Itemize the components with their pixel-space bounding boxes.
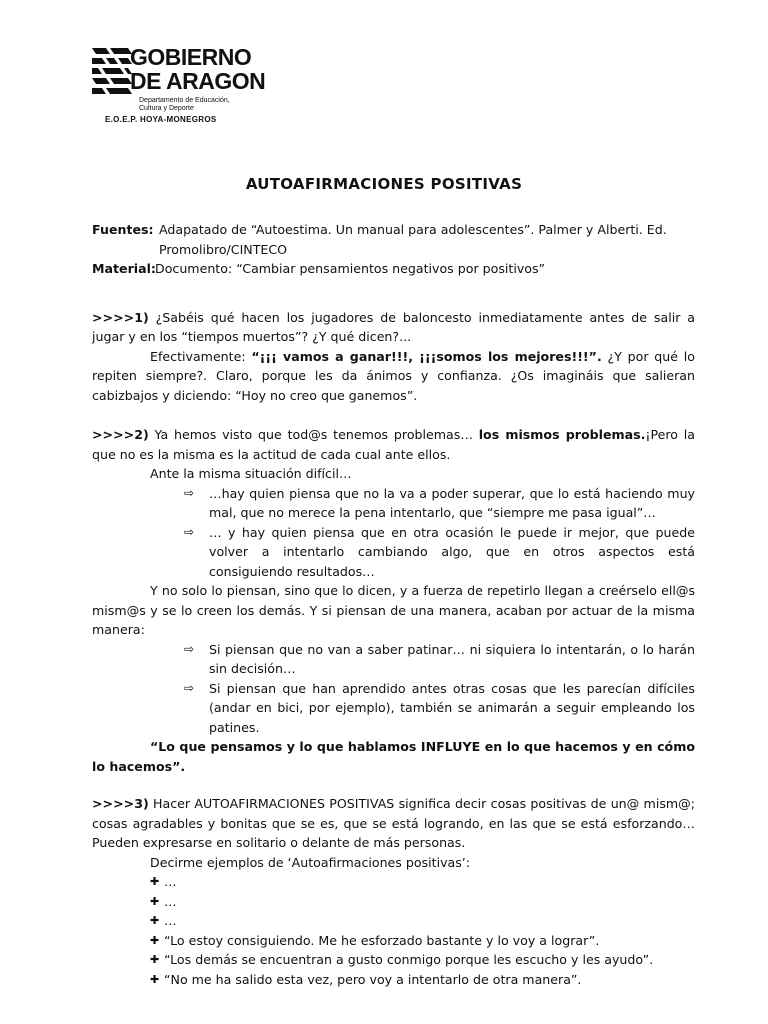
sources-text-line1: Adapatado de “Autoestima. Un manual para adolescentes”. Palmer y Alberti. Ed. bbox=[159, 222, 667, 237]
section3-paragraph2: Decirme ejemplos de ‘Autoafirmaciones positivas’: bbox=[150, 854, 471, 870]
aragon-logo-mark-icon bbox=[92, 46, 132, 98]
logo-dept-line1: Departamento de Educación, bbox=[139, 97, 230, 104]
plus-bullet-icon: ✚ bbox=[150, 914, 160, 927]
list-item bbox=[92, 523, 695, 582]
section3-p1-text: Hacer AUTOAFIRMACIONES POSITIVAS significa decir cosas positivas de un@ mism@; cosas agradables y bonitas que se es, que se está logrando, en las que se está esforzando… Pueden expresarse en solitario o delante de más personas. bbox=[92, 796, 695, 850]
logo-org-line2: DE ARAGON bbox=[130, 68, 266, 94]
list-item-text: … bbox=[164, 874, 177, 889]
section2-p1-rest: ¡Pero la que no es la misma es la actitud de cada cual ante ellos. bbox=[92, 427, 695, 462]
sources-text-line2: Promolibro/CINTECO bbox=[159, 241, 288, 257]
sources-label: Fuentes: bbox=[92, 222, 154, 237]
section1-paragraph1 bbox=[92, 308, 695, 347]
section2-p1-bold: los mismos problemas. bbox=[478, 427, 646, 442]
material-text: Documento: “Cambiar pensamientos negativos por positivos” bbox=[155, 261, 546, 276]
list-item bbox=[92, 970, 695, 990]
section1-paragraph2 bbox=[92, 347, 695, 406]
section2-bullets2 bbox=[92, 640, 695, 738]
section3-paragraph1 bbox=[92, 794, 695, 853]
arrow-bullet-icon: ⇨ bbox=[184, 680, 195, 695]
sources-row bbox=[92, 220, 695, 259]
plus-bullet-icon: ✚ bbox=[150, 953, 160, 966]
list-item-text: “Los demás se encuentran a gusto conmigo porque les escucho y les ayudo”. bbox=[164, 952, 654, 967]
section1-p2-rest: ¿Y por qué lo repiten siempre?. Claro, porque les da ánimos y confianza. ¿Os imagináis que salieran cabizbajos y diciendo: “Hoy no creo que ganemos”. bbox=[92, 348, 696, 403]
section2-key-quote: “Lo que pensamos y lo que hablamos INFLUYE en lo que hacemos y en cómo lo hacemos”. bbox=[92, 739, 695, 774]
list-item bbox=[92, 484, 695, 523]
section2-paragraph2: Ante la misma situación difícil… bbox=[150, 466, 352, 481]
section3-marker: >>>>3) bbox=[92, 796, 149, 811]
section3-examples-list bbox=[92, 872, 695, 989]
arrow-bullet-icon: ⇨ bbox=[184, 641, 195, 656]
section2-paragraph1 bbox=[92, 425, 695, 464]
section2-p1-lead: Ya hemos visto que tod@s tenemos problemas… bbox=[148, 427, 479, 442]
list-item-text: … bbox=[164, 913, 177, 928]
list-item bbox=[92, 872, 695, 892]
list-item bbox=[92, 679, 695, 738]
list-item-text: “Lo estoy consiguiendo. Me he esforzado bastante y lo voy a lograr”. bbox=[164, 932, 600, 948]
arrow-bullet-icon: ⇨ bbox=[184, 524, 195, 539]
section2-bullets1 bbox=[92, 484, 695, 582]
list-item bbox=[92, 950, 695, 970]
logo-org-line1: GOBIERNO bbox=[130, 44, 252, 70]
list-item bbox=[92, 911, 695, 931]
logo-org-name bbox=[130, 45, 265, 93]
list-item-text: … y hay quien piensa que en otra ocasión le puede ir mejor, que puede volver a intentarlo cambiando algo, que en otros aspectos está consiguiendo resultados… bbox=[209, 524, 695, 579]
section2-marker: >>>>2) bbox=[92, 427, 149, 442]
list-item-text: Si piensan que han aprendido antes otras cosas que les parecían difíciles (andar en bici, por ejemplo), también se animarán a seguir empleando los patines. bbox=[209, 680, 695, 735]
logo-center-name: E.O.E.P. HOYA-MONEGROS bbox=[105, 115, 217, 124]
plus-bullet-icon: ✚ bbox=[150, 933, 160, 947]
list-item bbox=[92, 892, 695, 912]
plus-bullet-icon: ✚ bbox=[150, 894, 160, 908]
section1-p2-quote: “¡¡¡ vamos a ganar!!!, ¡¡¡somos los mejores!!!”. bbox=[251, 348, 602, 364]
material-label: Material: bbox=[92, 261, 156, 276]
list-item-text: Si piensan que no van a saber patinar… ni siquiera lo intentarán, o lo harán sin decisión… bbox=[209, 641, 695, 676]
gobierno-aragon-logo bbox=[92, 46, 352, 126]
plus-bullet-icon: ✚ bbox=[150, 875, 160, 888]
section1-marker: >>>>1) bbox=[92, 309, 149, 325]
list-item bbox=[92, 640, 695, 679]
section1-p1-text: ¿Sabéis qué hacen los jugadores de baloncesto inmediatamente antes de salir a jugar y en los “tiempos muertos”? ¿Y qué dicen?... bbox=[92, 309, 695, 344]
document-title: AUTOAFIRMACIONES POSITIVAS bbox=[245, 175, 523, 193]
section1-p2-lead: Efectivamente: bbox=[150, 348, 252, 364]
document-body bbox=[92, 220, 695, 989]
sources-text bbox=[159, 220, 695, 259]
list-item bbox=[92, 931, 695, 951]
section2-paragraph3: Y no solo lo piensan, sino que lo dicen, y a fuerza de repetirlo llegan a creérselo ell@s mism@s y se lo creen los demás. Y si piensan de una manera, acaban por actuar de la misma manera: bbox=[92, 583, 695, 637]
list-item-text: “No me ha salido esta vez, pero voy a intentarlo de otra manera”. bbox=[164, 971, 582, 987]
list-item-text: … bbox=[164, 893, 177, 909]
plus-bullet-icon: ✚ bbox=[150, 972, 160, 986]
list-item-text: …hay quien piensa que no la va a poder superar, que lo está haciendo muy mal, que no merece la pena intentarlo, que “siempre me pasa igual”… bbox=[209, 485, 695, 520]
arrow-bullet-icon: ⇨ bbox=[184, 485, 195, 500]
material-row bbox=[92, 259, 695, 279]
logo-dept-line2: Cultura y Deporte bbox=[139, 105, 194, 112]
logo-department bbox=[139, 97, 230, 113]
